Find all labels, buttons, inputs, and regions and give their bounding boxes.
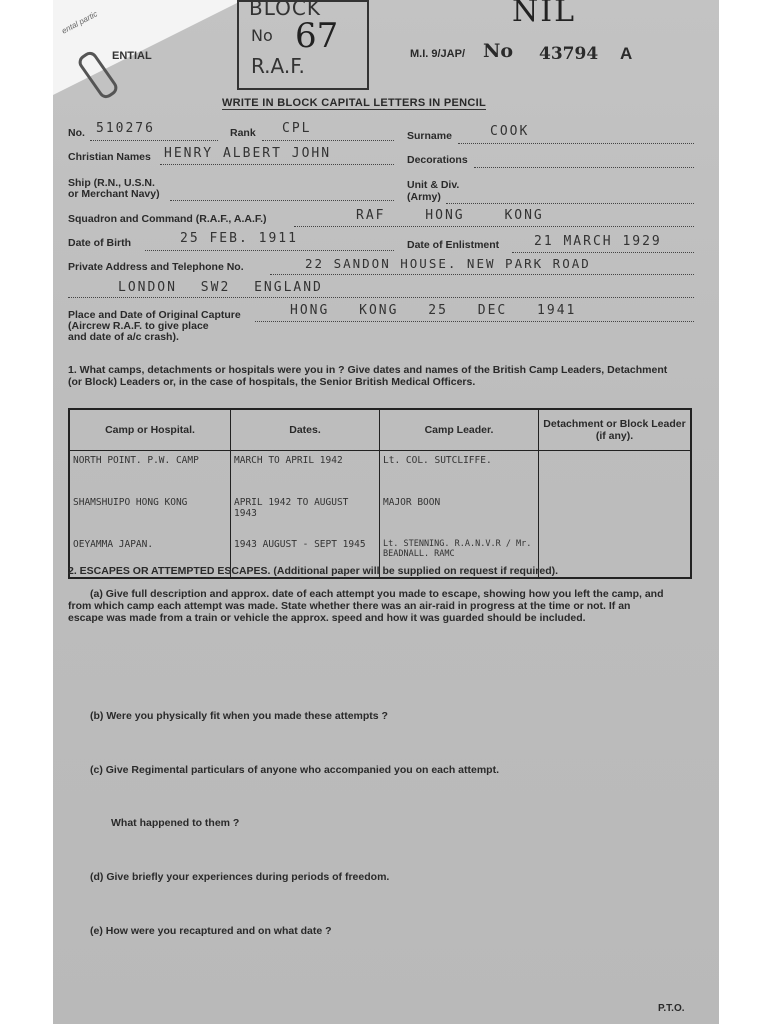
dates-cell[interactable]: 1943 AUGUST - SEPT 1945	[231, 535, 380, 578]
q1-text: 1. What camps, detachments or hospitals were you in ? Give dates and names of the British Camp Leaders, Detachment	[68, 364, 668, 376]
block-stamp	[237, 0, 369, 90]
christian-names-line	[160, 164, 394, 165]
address-value-2[interactable]: LONDON SW2 ENGLAND	[118, 280, 323, 295]
table-row	[69, 493, 691, 535]
surname-line	[458, 143, 694, 144]
form-heading: WRITE IN BLOCK CAPITAL LETTERS IN PENCIL	[222, 97, 486, 109]
surname-value[interactable]: COOK	[490, 124, 530, 139]
surname-label: Surname	[407, 130, 452, 142]
capture-label: Place and Date of Original Capture	[68, 309, 241, 321]
enlistment-line	[512, 252, 694, 253]
capture-label-2: (Aircrew R.A.F. to give place	[68, 320, 209, 332]
q2a-text-1: (a) Give full description and approx. date of each attempt you made to escape, showing how you left the camp, and	[90, 588, 664, 600]
unit-line	[446, 203, 694, 204]
rank-line	[262, 140, 394, 141]
form-number: 43794	[539, 44, 599, 64]
stamp-line3: R.A.F.	[251, 54, 305, 78]
dob-line	[145, 250, 394, 251]
q2d-text: (d) Give briefly your experiences during periods of freedom.	[90, 871, 390, 883]
no-line	[90, 140, 218, 141]
q2a-text-3: escape was made from a train or vehicle the approx. speed and how it was guarded should be included.	[68, 612, 586, 624]
q1-text-2: (or Block) Leaders or, in the case of hospitals, the Senior British Medical Officers.	[68, 376, 476, 388]
folded-corner	[53, 0, 243, 95]
squadron-label: Squadron and Command (R.A.F., A.A.F.)	[68, 213, 267, 225]
address-value-1[interactable]: 22 SANDON HOUSE. NEW PARK ROAD	[305, 256, 591, 271]
q2c-followup: What happened to them ?	[111, 817, 240, 829]
camps-table	[68, 408, 692, 579]
ship-label: Ship (R.N., U.S.N.	[68, 177, 155, 189]
christian-names-value[interactable]: HENRY ALBERT JOHN	[164, 146, 332, 161]
camp-cell[interactable]: NORTH POINT. P.W. CAMP	[73, 455, 199, 466]
dob-value[interactable]: 25 FEB. 1911	[180, 231, 298, 246]
stamp-line1: BLOCK	[249, 0, 321, 20]
unit-label: Unit & Div.	[407, 179, 460, 191]
address-line	[270, 274, 694, 275]
decorations-label: Decorations	[407, 154, 468, 166]
rank-value[interactable]: CPL	[282, 121, 312, 136]
q2e-text: (e) How were you recaptured and on what date ?	[90, 925, 332, 937]
form-suffix: A	[620, 44, 633, 63]
leader-cell[interactable]: Lt. STENNING. R.A.N.V.R / Mr. BEADNALL. RAMC	[380, 535, 539, 578]
dob-label: Date of Birth	[68, 237, 131, 249]
col-dates-header: Dates.	[231, 409, 380, 451]
classification-label: ENTIAL	[112, 50, 152, 62]
detachment-cell[interactable]	[539, 451, 692, 494]
stamp-line2: No	[251, 26, 273, 45]
enlistment-label: Date of Enlistment	[407, 239, 500, 251]
capture-value[interactable]: HONG KONG 25 DEC 1941	[290, 303, 577, 318]
pto-label: P.T.O.	[658, 1003, 685, 1014]
detachment-cell[interactable]	[539, 493, 692, 535]
leader-cell[interactable]: MAJOR BOON	[380, 493, 539, 535]
corner-text: ental partic	[60, 9, 99, 36]
squadron-value[interactable]: RAF HONG KONG	[356, 208, 544, 223]
leader-cell[interactable]: Lt. COL. SUTCLIFFE.	[380, 451, 539, 494]
no-value[interactable]: 510276	[96, 121, 155, 136]
enlistment-value[interactable]: 21 MARCH 1929	[534, 234, 662, 249]
capture-line	[255, 321, 694, 322]
detachment-cell[interactable]	[539, 535, 692, 578]
form-no-label: No	[483, 40, 514, 62]
no-label: No.	[68, 127, 85, 139]
dates-cell[interactable]: MARCH TO APRIL 1942	[231, 451, 380, 494]
address-label: Private Address and Telephone No.	[68, 261, 244, 273]
ship-line	[170, 200, 394, 201]
table-row	[69, 451, 691, 494]
stamp-number: 67	[295, 16, 339, 56]
q2c-text: (c) Give Regimental particulars of anyone who accompanied you on each attempt.	[90, 764, 500, 776]
unit-label-2: (Army)	[407, 191, 441, 203]
camp-cell[interactable]: SHAMSHUIPO HONG KONG	[73, 497, 188, 508]
handwritten-mark: NIL	[512, 0, 577, 29]
table-header-row	[69, 409, 691, 451]
form-reference: M.I. 9/JAP/	[410, 48, 466, 60]
q2-title: 2. ESCAPES OR ATTEMPTED ESCAPES. (Additional paper will be supplied on request if required).	[68, 565, 559, 577]
squadron-line	[294, 226, 694, 227]
col-leader-header: Camp Leader.	[380, 409, 539, 451]
camp-cell[interactable]: OEYAMMA JAPAN.	[73, 539, 154, 550]
christian-names-label: Christian Names	[68, 151, 151, 163]
decorations-line	[474, 167, 694, 168]
q2a-text-2: from which camp each attempt was made. State whether there was an air-raid in progress at the time or not. If an	[68, 600, 631, 612]
col-detachment-header: Detachment or Block Leader (if any).	[539, 409, 692, 451]
dates-cell[interactable]: APRIL 1942 TO AUGUST 1943	[231, 493, 380, 535]
col-camp-header: Camp or Hospital.	[69, 409, 231, 451]
rank-label: Rank	[230, 127, 256, 139]
q2b-text: (b) Were you physically fit when you made these attempts ?	[90, 710, 388, 722]
address-line-2	[68, 297, 694, 298]
capture-label-3: and date of a/c crash).	[68, 331, 179, 343]
ship-label-2: or Merchant Navy)	[68, 188, 160, 200]
